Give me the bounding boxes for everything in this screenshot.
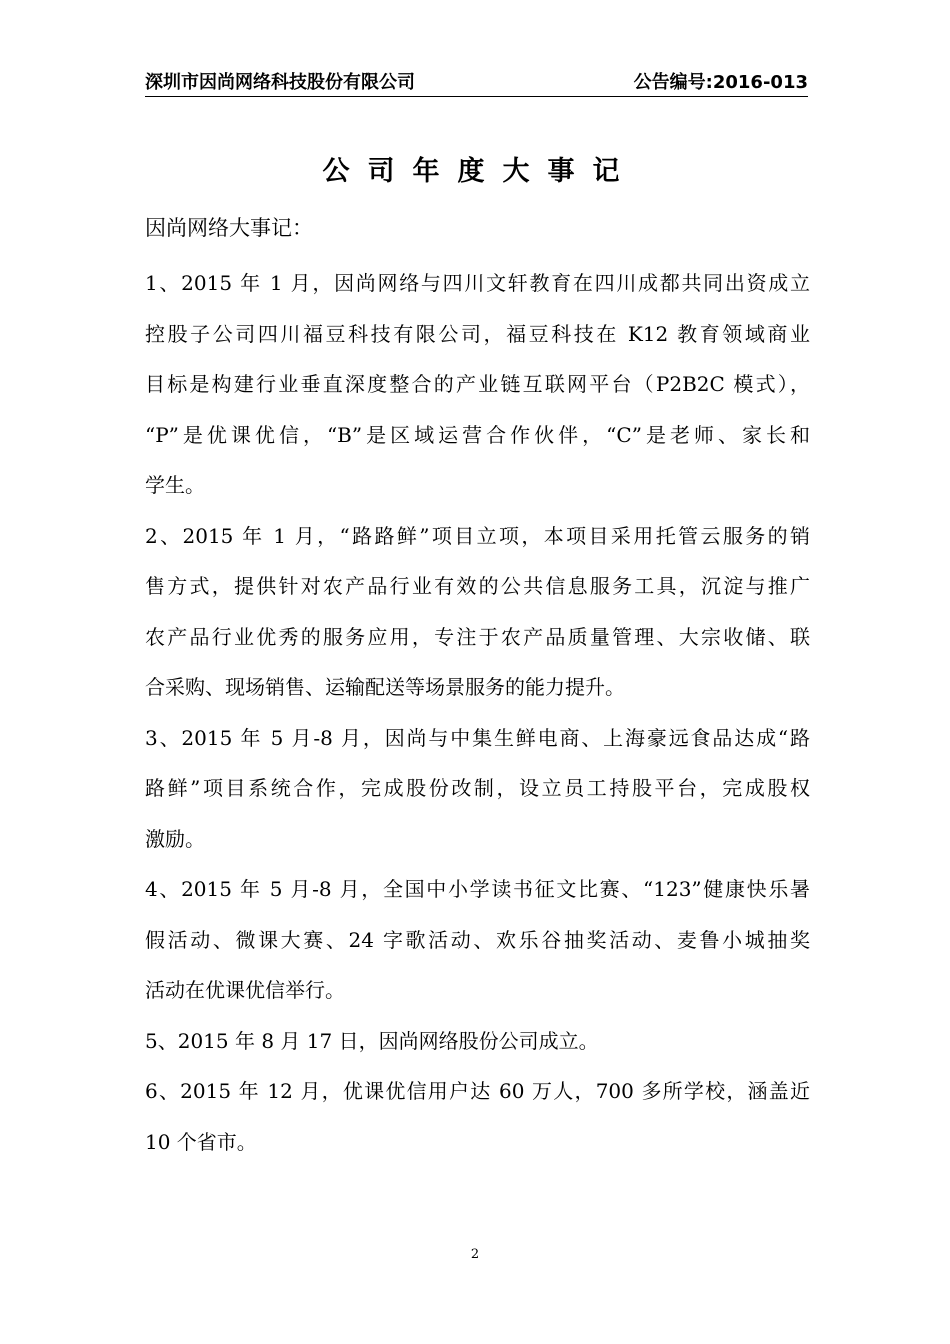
paragraph-line: 控股子公司四川福豆科技有限公司，福豆科技在 K12 教育领域商业 <box>145 321 810 346</box>
paragraph-line: 10 个省市。 <box>145 1129 257 1154</box>
paragraph-line: 活动在优课优信举行。 <box>145 978 345 1002</box>
paragraph-line: 激励。 <box>145 826 205 851</box>
paragraph-2 <box>145 511 810 713</box>
paragraph-line: 6、2015 年 12 月，优课优信用户达 60 万人，700 多所学校，涵盖近 <box>145 1079 810 1103</box>
paragraph-line: 假活动、微课大赛、24 字歌活动、欢乐谷抽奖活动、麦鲁小城抽奖 <box>145 927 810 952</box>
paragraph-line: 1、2015 年 1 月，因尚网络与四川文轩教育在四川成都共同出资成立 <box>145 271 810 295</box>
paragraph-line: 5、2015 年 8 月 17 日，因尚网络股份公司成立。 <box>145 1028 599 1053</box>
paragraph-line: 农产品行业优秀的服务应用，专注于农产品质量管理、大宗收储、联 <box>145 624 810 649</box>
document-body <box>145 258 810 1167</box>
paragraph-line: 目标是构建行业垂直深度整合的产业链互联网平台（P2B2C 模式）， <box>145 372 810 396</box>
paragraph-line: “P”是优课优信，“B”是区域运营合作伙伴，“C”是老师、家长和 <box>145 422 810 447</box>
paragraph-line: 3、2015 年 5 月-8 月，因尚与中集生鲜电商、上海豪远食品达成“路 <box>145 725 810 750</box>
section-heading: 因尚网络大事记： <box>145 216 313 240</box>
paragraph-6 <box>145 1066 810 1167</box>
page-title: 公司年度大事记 <box>322 156 638 187</box>
header-company-name: 深圳市因尚网络科技股份有限公司 <box>145 72 415 93</box>
page-header <box>145 66 808 97</box>
paragraph-line: 学生。 <box>145 473 205 497</box>
paragraph-line: 合采购、现场销售、运输配送等场景服务的能力提升。 <box>145 675 625 699</box>
page-number: 2 <box>470 1247 480 1262</box>
paragraph-4 <box>145 864 810 1016</box>
header-notice-number: 公告编号:2016-013 <box>633 72 808 93</box>
paragraph-line: 路鲜”项目系统合作，完成股份改制，设立员工持股平台，完成股权 <box>145 776 810 800</box>
paragraph-line: 2、2015 年 1 月，“路路鲜”项目立项，本项目采用托管云服务的销 <box>145 523 810 548</box>
paragraph-line: 售方式，提供针对农产品行业有效的公共信息服务工具，沉淀与推广 <box>145 574 810 598</box>
paragraph-3 <box>145 713 810 865</box>
paragraph-line: 4、2015 年 5 月-8 月，全国中小学读书征文比赛、“123”健康快乐暑 <box>145 877 810 901</box>
paragraph-5 <box>145 1016 810 1067</box>
paragraph-1 <box>145 258 810 511</box>
